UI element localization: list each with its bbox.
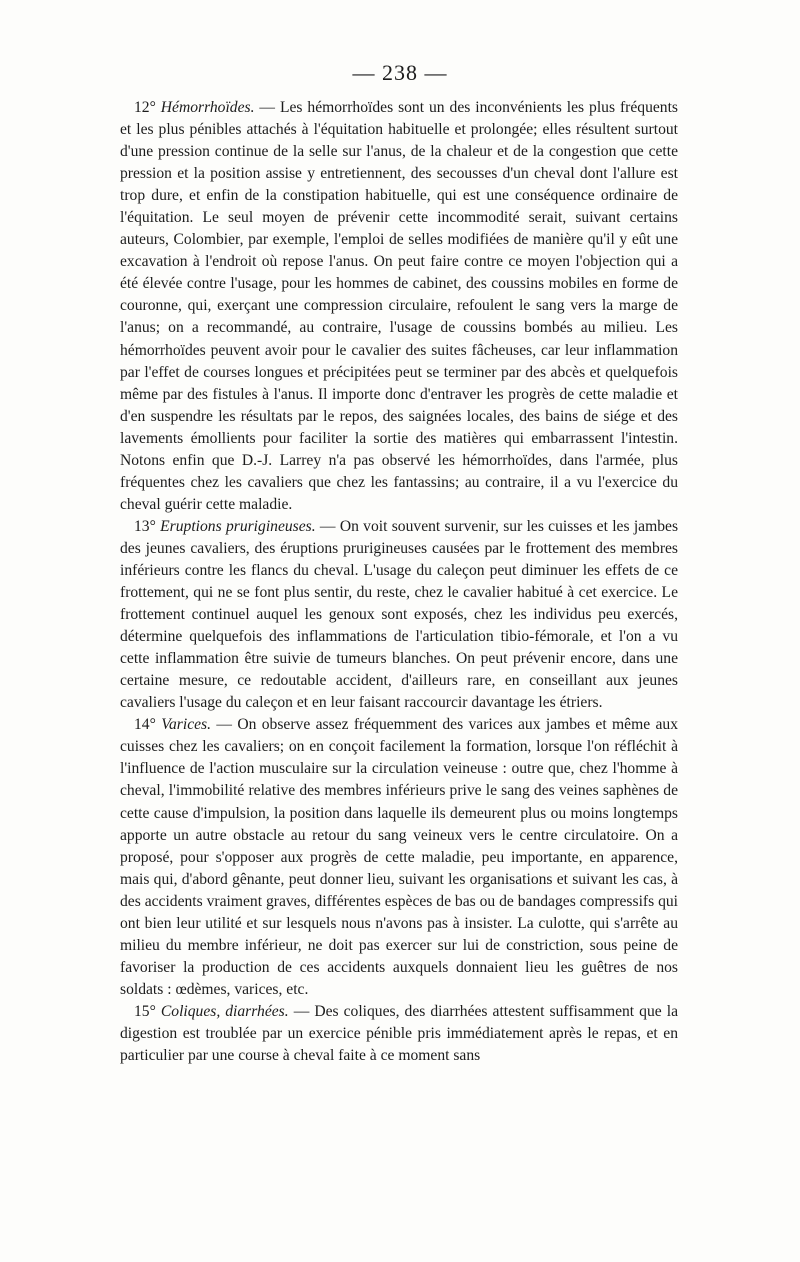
paragraph-number: 15° (134, 1002, 161, 1020)
paragraph-text: — Des coliques, des diarrhées attestent suffisamment que la digestion est troublée par un exercice pénible pris immédiatement après le repas, et en particulier par une course à cheval faite à ce moment sans (120, 1002, 678, 1065)
paragraph-title: Eruptions prurigineuses. (160, 517, 316, 535)
paragraph-title: Varices. (161, 716, 212, 734)
paragraph-hemorrhoides (120, 97, 678, 516)
paragraph-coliques (120, 1001, 678, 1067)
paragraph-title: Coliques, diarrhées. (160, 1002, 289, 1020)
body-text (120, 97, 678, 1067)
paragraph-eruptions (120, 516, 678, 714)
paragraph-number: 14° (134, 716, 162, 734)
paragraph-varices (120, 714, 678, 1001)
page-number: — 238 — (352, 60, 448, 85)
paragraph-title: Hémorrhoïdes. (160, 99, 255, 116)
paragraph-number: 13° (134, 517, 161, 535)
paragraph-text: — On voit souvent survenir, sur les cuisses et les jambes des jeunes cavaliers, des éruptions prurigineuses causées par le frottement des membres inférieurs contre les flancs du cheval. L'usage du caleçon peut diminuer les effets de ce frottement, qui ne se font plus sentir, du reste, chez le cavalier habitué à cet exercice. Le frottement continuel auquel les genoux sont exposés, chez les individus peu exercés, détermine quelquefois des inflammations de l'articulation tibio-fémorale, et l'on a vu cette inflammation être suivie de tumeurs blanches. On peut prévenir encore, dans une certaine mesure, ce redoutable accident, d'ailleurs rare, en conseillant aux jeunes cavaliers l'usage du caleçon et en leur faisant raccourcir davantage les étriers. (120, 517, 679, 712)
paragraph-text: — Les hémorrhoïdes sont un des inconvénients les plus fréquents et les plus pénibles attachés à l'équitation habituelle et prolongée; elles résultent surtout d'une pression continue de la selle sur l'anus, de la chaleur et de la congestion que cette pression et la position assise y entretiennent, des secousses d'un cheval dont l'allure est trop dure, et enfin de la constipation habituelle, qui est une conséquence ordinaire de l'équitation. Le seul moyen de prévenir cette incommodité serait, suivant certains auteurs, Colombier, par exemple, l'emploi de selles modifiées de manière qu'il y eût une excavation à l'endroit où repose l'anus. On peut faire contre ce moyen l'objection qui a été élevée contre l'usage, pour les hommes de cabinet, des coussins mobiles en forme de couronne, qui, exerçant une compression circulaire, refoulent le sang vers la marge de l'anus; on a recommandé, au contraire, l'usage de coussins bombés au milieu. Les hémorrhoïdes peuvent avoir pour le cavalier des suites fâcheuses, car leur inflammation par l'effet de courses longues et précipitées peut se terminer par des abcès et quelquefois même par des fistules à l'anus. Il importe donc d'entraver les progrès de cette maladie et d'en suspendre les résultats par le repos, des saignées locales, des bains de siége et des lavements émollients pour faciliter la sortie des matières qui embarrassent l'intestin. Notons enfin que D.-J. Larrey n'a pas observé les hémorrhoïdes, dans l'armée, plus fréquentes chez les cavaliers que chez les fantassins; au contraire, il a vu l'exercice du cheval guérir cette maladie. (120, 99, 678, 513)
paragraph-text: — On observe assez fréquemment des varices aux jambes et même aux cuisses chez les cavaliers; on en conçoit facilement la formation, lorsque l'on réfléchit à l'influence de l'action musculaire sur la circulation veineuse : outre que, chez l'homme à cheval, l'immobilité relative des membres inférieurs prive le sang des veines saphènes de cette cause d'impulsion, la position dans laquelle ils demeurent plus ou moins longtemps apporte un autre obstacle au retour du sang veineux vers le centre circulatoire. On a proposé, pour s'opposer aux progrès de cette maladie, peu importante, en apparence, mais qui, d'abord gênante, peut donner lieu, suivant les organisations et suivant les cas, à des accidents vraiment graves, différentes espèces de bas ou de bandages compressifs qui ont bien leur utilité et sur lesquels nous n'avons pas à insister. La culotte, qui s'arrête au milieu du membre inférieur, ne doit pas exercer sur lui de constriction, sous peine de favoriser la production de ces accidents auxquels donnaient lieu les guêtres de nos soldats : œdèmes, varices, etc. (120, 716, 678, 998)
paragraph-number: 12° (134, 99, 161, 116)
